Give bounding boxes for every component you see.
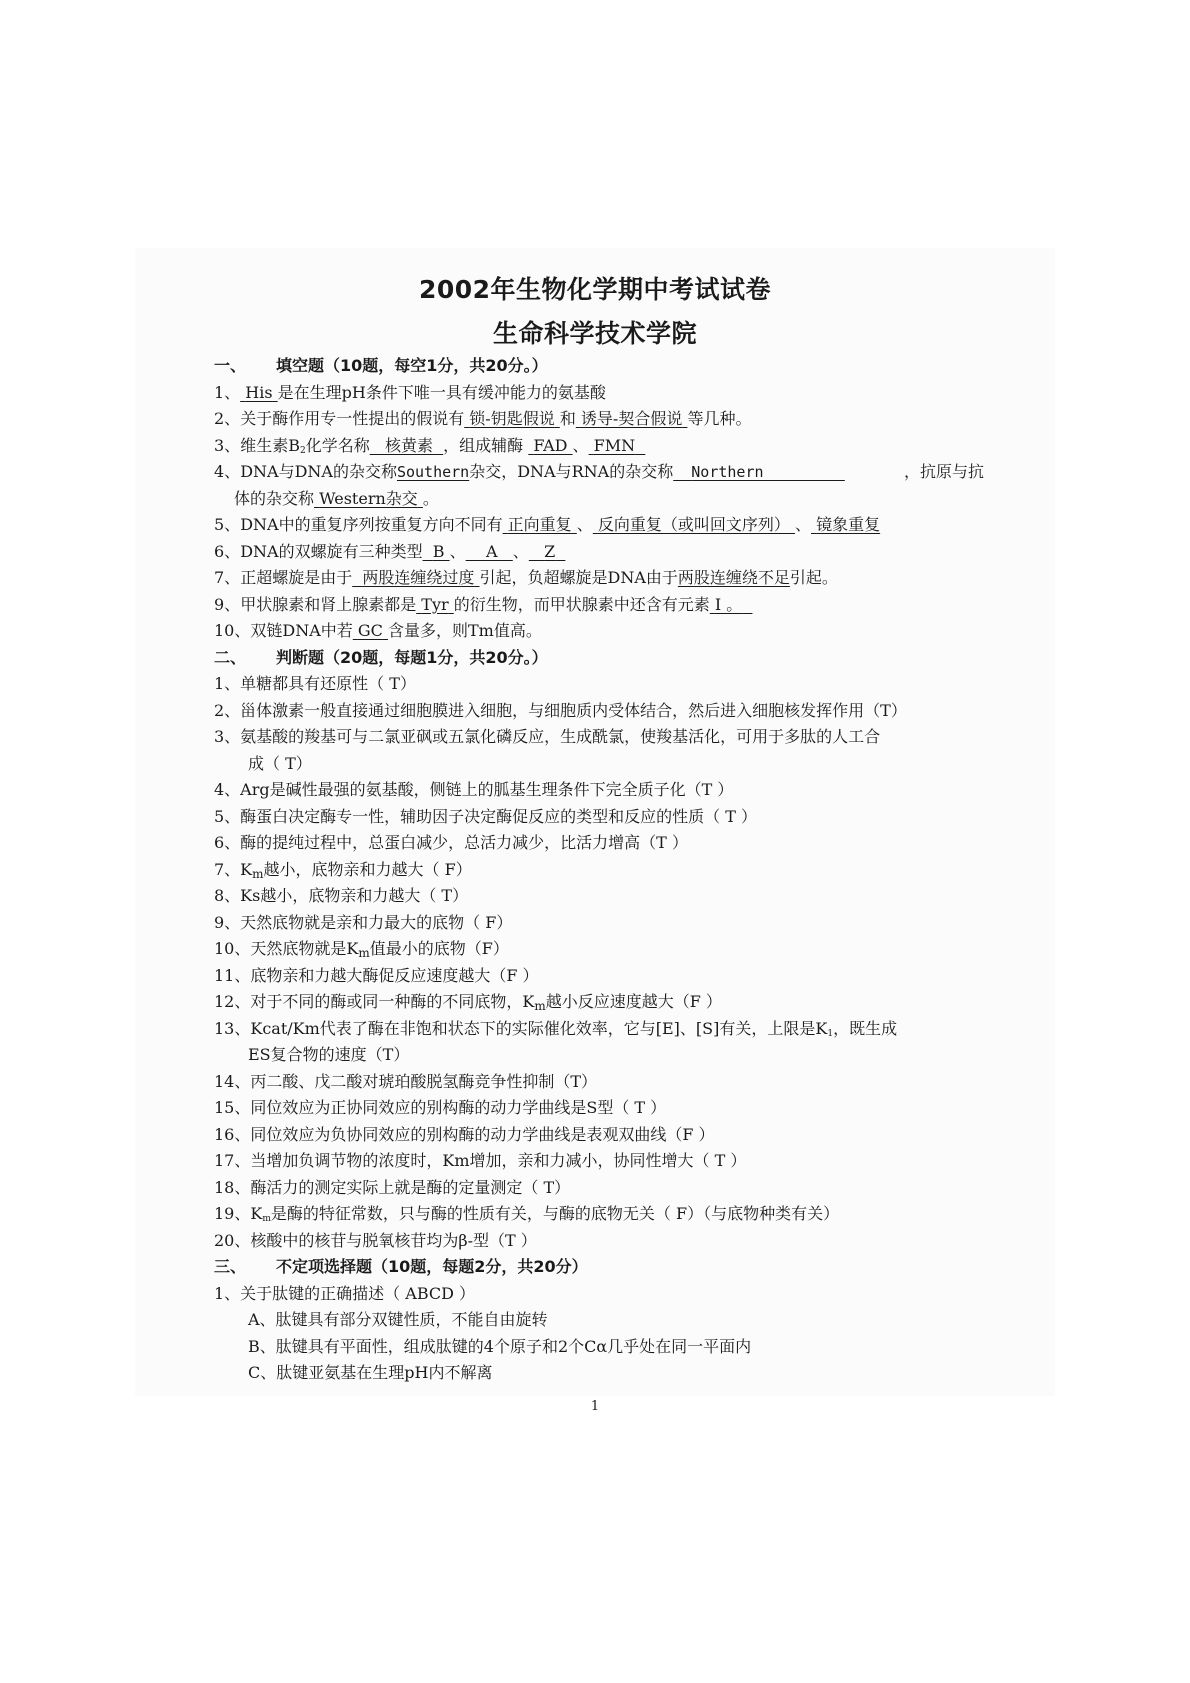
- fill-question-4-cont: 体的杂交称 Western杂交 。: [234, 488, 439, 508]
- judge-item-3-cont: 成（ T）: [248, 753, 312, 773]
- fill-question-5: 5、DNA中的重复序列按重复方向不同有 正向重复 、 反向重复（或叫回文序列） 、 镜象重复: [214, 515, 881, 534]
- choice-option-a: A、肽键具有部分双键性质，不能自由旋转: [248, 1310, 548, 1329]
- choice-option-c: C、肽键亚氨基在生理pH内不解离: [248, 1363, 493, 1382]
- judge-item-6: 6、酶的提纯过程中，总蛋白减少，总活力减少，比活力增高（T ）: [214, 833, 688, 852]
- exam-body: [214, 353, 984, 1387]
- judge-item-10: 10、天然底物就是$K_m$值最小的底物（F）: [214, 939, 509, 960]
- fill-question-4: 4、DNA与DNA的杂交称Southern杂交，DNA与RNA的杂交称 Northern ，抗原与抗: [214, 462, 984, 481]
- judge-item-5: 5、酶蛋白决定酶专一性，辅助因子决定酶促反应的类型和反应的性质（ T ）: [214, 806, 758, 826]
- exam-title: 2002年生物化学期中考试试卷: [418, 275, 772, 304]
- judge-item-8: 8、Ks越小，底物亲和力越大（ T）: [214, 886, 469, 905]
- choice-question-1: 1、关于肽键的正确描述（ ABCD ）: [214, 1283, 476, 1303]
- fill-question-7: 7、正超螺旋是由于 两股连缠绕过度 引起，负超螺旋是DNA由于两股连缠绕不足引起。: [214, 568, 838, 587]
- fill-question-3: 3、维生素$B_2$化学名称 核黄素 ，组成辅酶 FAD 、 FMN: [214, 435, 636, 456]
- judge-item-18: 18、酶活力的测定实际上就是酶的定量测定（ T）: [214, 1177, 571, 1197]
- judge-item-16: 16、同位效应为负协同效应的别构酶的动力学曲线是表观双曲线（F ）: [214, 1124, 715, 1144]
- judge-item-14: 14、丙二酸、戊二酸对琥珀酸脱氢酶竞争性抑制（T）: [214, 1071, 598, 1091]
- judge-item-7: 7、$K_m$越小，底物亲和力越大（ F）: [214, 859, 472, 881]
- judge-item-9: 9、天然底物就是亲和力最大的底物（ F）: [214, 912, 513, 932]
- judge-item-13: 13、Kcat/Km代表了酶在非饱和状态下的实际催化效率，它与[E]、[S]有关，上限是$K_1$，既生成: [214, 1018, 898, 1039]
- section-2-heading: 二、 判断题（20题，每题1分，共20分。）: [214, 647, 548, 667]
- fill-question-1: 1、 His 是在生理pH条件下唯一具有缓冲能力的氨基酸: [214, 382, 606, 402]
- judge-item-12: 12、对于不同的酶或同一种酶的不同底物，$K_m$越小反应速度越大（F ）: [214, 992, 722, 1013]
- judge-item-15: 15、同位效应为正协同效应的别构酶的动力学曲线是S型（ T ）: [214, 1098, 667, 1117]
- judge-item-11: 11、底物亲和力越大酶促反应速度越大（F ）: [214, 965, 539, 985]
- judge-item-13-cont: ES复合物的速度（T）: [248, 1045, 410, 1064]
- fill-question-2: 2、关于酶作用专一性提出的假说有 锁-钥匙假说 和 诱导-契合假说 等几种。: [214, 409, 752, 428]
- page-number: 1: [590, 1399, 600, 1414]
- judge-item-17: 17、当增加负调节物的浓度时，Km增加，亲和力减小，协同性增大（ T ）: [214, 1151, 747, 1170]
- section-3-heading: 三、 不定项选择题（10题，每题2分，共20分）: [214, 1257, 588, 1276]
- judge-item-19: 19、$K_m$是酶的特征常数，只与酶的性质有关，与酶的底物无关（ F）（与底物种类有关）: [214, 1204, 840, 1224]
- judge-item-3: 3、氨基酸的羧基可与二氯亚砜或五氯化磷反应，生成酰氯，使羧基活化，可用于多肽的人工合: [214, 727, 881, 746]
- choice-option-b: B、肽键具有平面性，组成肽键的4个原子和2个Cα几乎处在同一平面内: [248, 1336, 752, 1356]
- section-1-heading: 一、 填空题（10题，每空1分，共20分。）: [214, 356, 548, 375]
- judge-item-4: 4、Arg是碱性最强的氨基酸，侧链上的胍基生理条件下完全质子化（T ）: [214, 780, 734, 799]
- fill-question-9: 9、甲状腺素和肾上腺素都是 Tyr 的衍生物，而甲状腺素中还含有元素 I 。: [214, 594, 743, 614]
- judge-item-1: 1、单糖都具有还原性（ T）: [214, 674, 416, 693]
- judge-item-20: 20、核酸中的核苷与脱氧核苷均为β-型（T ）: [214, 1230, 537, 1250]
- exam-subtitle: 生命科学技术学院: [492, 319, 697, 348]
- judge-item-2: 2、甾体激素一般直接通过细胞膜进入细胞，与细胞质内受体结合，然后进入细胞核发挥作用（T）: [214, 700, 907, 720]
- fill-question-6: 6、DNA的双螺旋有三种类型 B 、 A 、 Z: [214, 541, 556, 561]
- fill-question-10: 10、双链DNA中若 GC 含量多，则Tm值高。: [214, 621, 542, 640]
